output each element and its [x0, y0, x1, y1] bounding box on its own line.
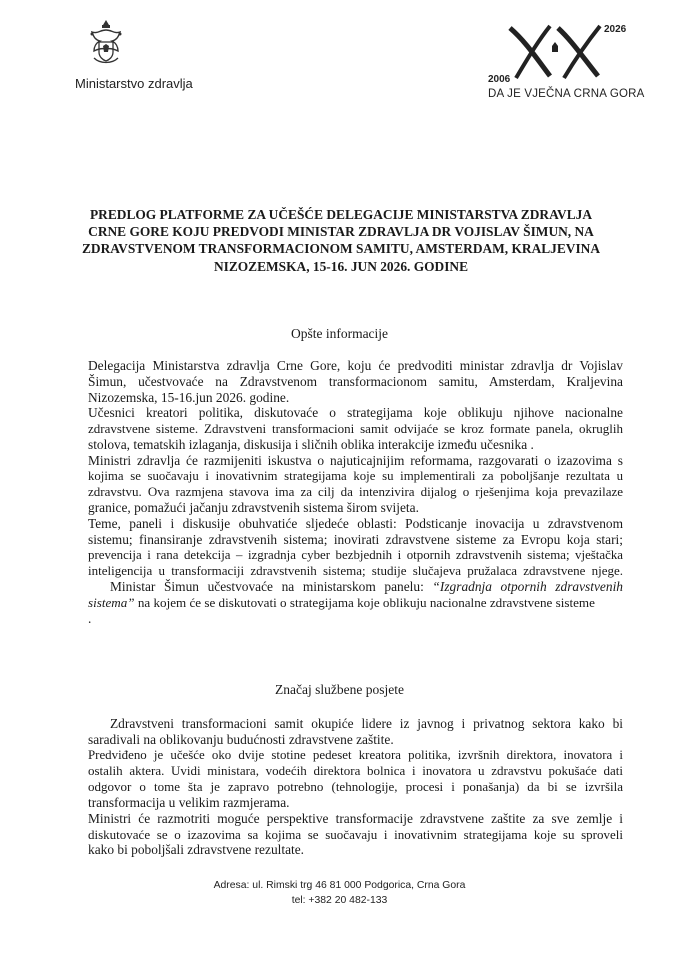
title-line: PREDLOG PLATFORME ZA UČEŠĆE DELEGACIJE MINISTARSTVA ZDRAVLJA [90, 207, 592, 222]
section-heading-significance: Značaj službene posjete [275, 682, 404, 697]
trailing-dot: . [88, 610, 92, 626]
panel-title: “Izgradnja otpornih zdravstvenih [432, 579, 623, 595]
paragraph-line: Nizozemska, 15-16.jun 2026. godine. [88, 389, 290, 405]
paragraph-line: prevencija i rana detekcija – izgradnja cyber bezbjednih i otpornih zdravstvenih sistema; vještačka [88, 547, 623, 562]
paragraph-line: saradivali na oblikovanju budućnosti zdravstvene zaštite. [88, 731, 394, 747]
paragraph-line: kako bi poboljšali zdravstvene rezultate. [88, 842, 305, 858]
paragraph-line: stolova, tematskih izlaganja, diskusija i sličnih oblika interakcije između učesnika . [88, 436, 534, 452]
panel-line [88, 579, 623, 595]
title-line: NIZOZEMSKA, 15-16. JUN 2026. GODINE [213, 258, 469, 274]
paragraph-line: diskutovaće se o izazovima sa kojima se suočavaju i inovativnim strategijama koje su sproveli [88, 826, 623, 842]
paragraph-line: Predviđeno je učešće oko dvije stotine pedeset kreatora politika, izvršnih direktora, inovatora i [88, 747, 623, 762]
paragraph-line: sistemu; finansiranje zdravstvenih sistema; inovirati zdravstvene sisteme za Evropu koja stari; [88, 531, 623, 547]
panel-intro: Ministar Šimun učestvovaće na ministarskom panelu: [110, 579, 424, 595]
paragraph-line: zdravstvu. Ova razmjena stavova ima za cilj da intenzivira dijalog o rješenjima koja prevazilaze [88, 484, 623, 500]
panel-title-end: sistema” [88, 594, 135, 610]
title-line: CRNE GORE KOJU PREDVODI MINISTAR ZDRAVLJA DR VOJISLAV ŠIMUN, NA [88, 224, 594, 240]
title-line: ZDRAVSTVENOM TRANSFORMACIONOM SAMITU, AMSTERDAM, KRALJEVINA [81, 241, 601, 257]
footer-phone: tel: +382 20 482-133 [291, 895, 388, 906]
paragraph-line: Šimun, učestvovaće na Zdravstvenom transformacionom samitu, Amsterdam, Kraljevina [88, 373, 623, 389]
paragraph-line: Ministri će razmotriti moguće perspektive transformacije zdravstvene zaštite za sve zemlje i [88, 810, 623, 826]
panel-line [88, 595, 623, 611]
jubilee-start-year: 2006 [488, 74, 511, 85]
paragraph-line: odgovor o tome šta je zapravo potrebno (tehnologije, procesi i ponašanja) da bi se izvršila [88, 779, 623, 795]
section-heading-general-info: Opšte informacije [290, 326, 389, 341]
paragraph-line: Teme, paneli i diskusije obuhvatiće sljedeće oblasti: Podsticanje inovacija u zdravstvenom [88, 515, 623, 531]
jubilee-motto: DA JE VJEČNA CRNA GORA [488, 88, 645, 100]
paragraph-line: kojima se suočavaju i inovativnim strategijama koje su implementirali za poboljšanje rezultata u [88, 468, 623, 483]
jubilee-end-year: 2026 [604, 24, 627, 35]
panel-rest: na kojem će se diskutovati o strategijama koje oblikuju nacionalne zdravstvene sisteme [134, 594, 595, 610]
paragraph-line: granice, pomažući jačanju zdravstvenih sistema širom svijeta. [88, 500, 419, 516]
document-title [56, 206, 626, 275]
section-general-info-body [88, 358, 623, 627]
coat-of-arms-logo [84, 18, 128, 70]
paragraph-line: Ministri zdravlja će razmijeniti iskustva o najuticajnijim reformama, razgovarati o izazovima s [88, 452, 623, 468]
footer-address: Adresa: ul. Rimski trg 46 81 000 Podgorica, Crna Gora [213, 880, 466, 891]
paragraph-line: inteligencija u transformaciji zdravstvenih sistema; studije slučajeva pružalaca zdravstvene njege. [88, 563, 623, 579]
jubilee-logo [480, 16, 645, 102]
section-significance-body [88, 716, 623, 858]
paragraph-line: Zdravstveni transformacioni samit okupiće lidere iz javnog i privatnog sektora kako bi [110, 716, 623, 731]
paragraph-line: ostalih aktera. Uvidi ministara, vodećih direktora bolnica i inovatora u zdravstvu pokušaće dati [88, 763, 623, 779]
paragraph-line: transformacija u velikim razmjerama. [88, 794, 290, 810]
paragraph-line: Delegacija Ministarstva zdravlja Crne Gore, koju će predvoditi ministar zdravlja dr Vojislav [88, 358, 623, 373]
paragraph-line: Učesnici kreatori politika, diskutovaće o strategijama koje oblikuju njihove nacionalne [88, 405, 623, 421]
ministry-name: Ministarstvo zdravlja [75, 76, 193, 91]
paragraph-line: zdravstvene sisteme. Zdravstveni transformacioni samit odvijaće se kroz formate panela, okruglih [88, 421, 623, 437]
